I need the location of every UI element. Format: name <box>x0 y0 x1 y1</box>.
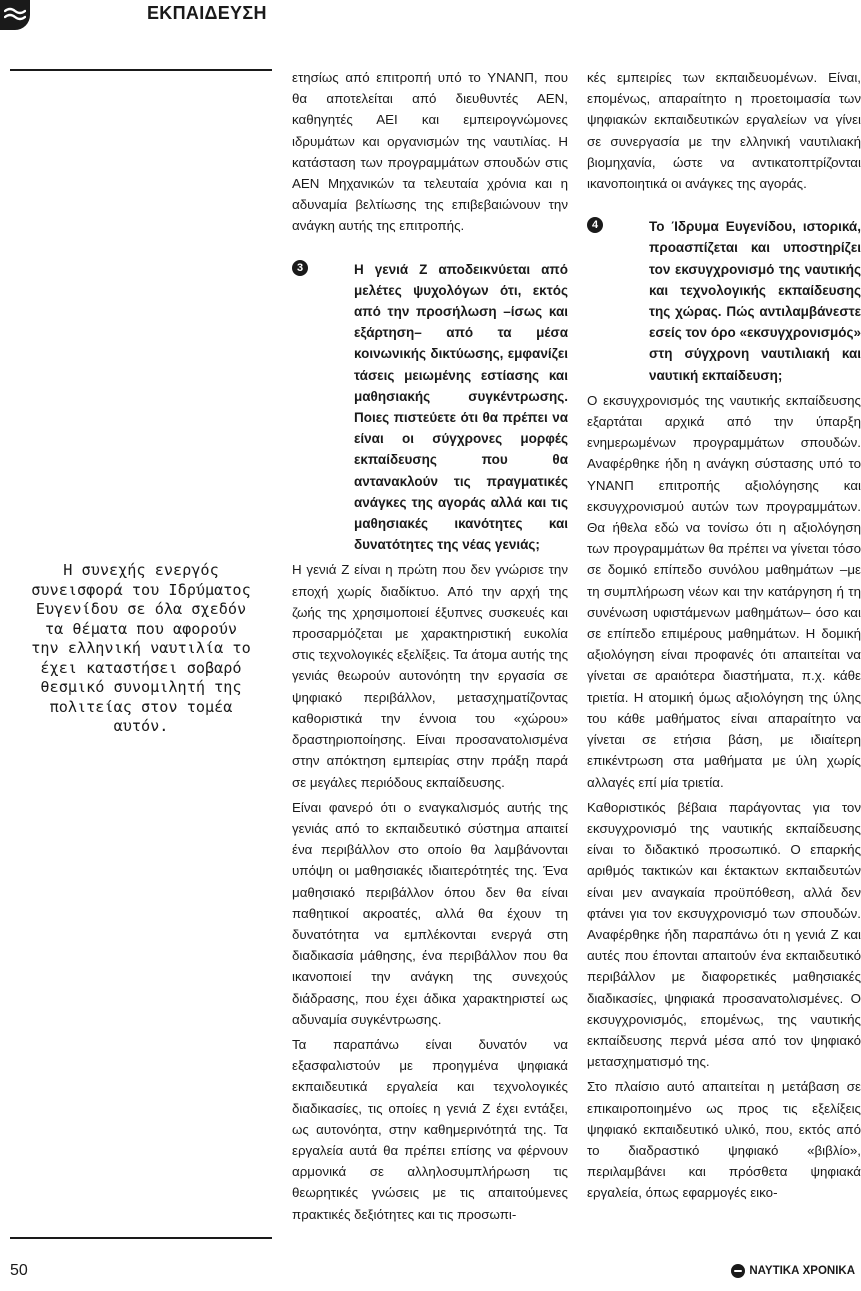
paragraph: Στο πλαίσιο αυτό απαιτείται η μετάβαση σε επικαιροποιημένο ως προς τις εξελίξεις ψηφιακό εκπαιδευτικό υλικό, που, εκτός από το διαδραστικό ψηφιακό «βιβλίο», περιλαμβάνει και πρόσθετα ψηφιακά εργαλεία, όπως εφαρμογές εικο- <box>587 1079 861 1201</box>
quote-top-rule <box>10 69 272 71</box>
pull-quote: Η συνεχής ενεργός συνεισφορά του Ιδρύματος Ευγενίδου σε όλα σχεδόν τα θέματα που αφορούν την ελληνική ναυτιλία το έχει καταστήσει σοβαρό θεσμικό συνομιλητή της πολιτείας στον τομέα αυτόν. <box>31 561 251 735</box>
article-column-3 <box>587 67 861 1208</box>
page-number: 50 <box>10 1262 28 1279</box>
wave-icon <box>4 6 26 24</box>
question-text: Το Ίδρυμα Ευγενίδου, ιστορικά, προασπίζεται και υποστηρίζει τον εκσυγχρονισμό της ναυτικής και τεχνολογικής εκπαίδευσης της χώρας. Πώς αντιλαμβάνεστε εσείς τον όρο «εκσυγχρονισμός» στη σύγχρονη ναυτιλιακή και ναυτική εκπαίδευση; <box>649 219 861 383</box>
nautika-xronika-logo-icon <box>0 0 30 30</box>
paragraph: Καθοριστικός βέβαια παράγοντας για τον εκσυγχρονισμό της ναυτικής εκπαίδευσης είναι το διδακτικό προσωπικό. Ο επαρκής αριθμός τακτικών και έκτακτων εκπαιδευτών είναι μεν αναγκαία προϋπόθεση, αλλά δεν φτάνει για τον εκσυγχρονισμό των σπουδών. Αναφέρθηκε ήδη παραπάνω ότι η γενιά Ζ και αυτές που έπονται απαιτούν ένα εκπαιδευτικό περιβάλλον με διαφορετικές μαθησιακές διαδικασίες, ψηφιακά προσανατολισμένες. Ο εκσυγχρονισμός, επομένως, της ναυτικής εκπαίδευσης περνά μέσα από τον ψηφιακό μετασχηματισμό της. <box>587 799 861 1070</box>
paragraph: κές εμπειρίες των εκπαιδευομένων. Είναι, επομένως, απαραίτητο η προετοιμασία των ψηφιακών εκπαιδευτικών εργαλείων να γίνει σε συνεργασία με την ελληνική ναυτιλιακή βιομηχανία, ώστε να αντικατοπτρίζονται ικανοποιητικά οι ανάγκες της αγοράς. <box>587 70 861 192</box>
question-3 <box>292 259 568 556</box>
paragraph: Ο εκσυγχρονισμός της ναυτικής εκπαίδευσης εξαρτάται αρχικά από την ύπαρξη ενημερωμένων προγραμμάτων σπουδών. Αναφέρθηκε ήδη η ανάγκη σύστασης υπό το ΥΝΑΝΠ επιτροπής αξιολόγησης και εκσυγχρονισμού αυτών των προγραμμάτων. Θα ήθελα εδώ να τονίσω ότι η αξιολόγηση των προγραμμάτων θα πρέπει να γίνεται τόσο σε δομικό επίπεδο συνόλου μαθημάτων –με τη συμπλήρωση νέων και την κατάργηση ή τη συνένωση υφιστάμενων μαθημάτων– όσο και σε επίπεδο επιμέρους μαθημάτων. Η δομική αξιολόγηση είναι προφανές ότι απαιτείται να γίνεται σε αραιότερα διαστήματα, π.χ. κάθε τριετία. Η ατομική όμως αξιολόγηση της ύλης του κάθε μαθήματος είναι απαραίτητο να γίνεται σε ετήσια βάση, με ιδιαίτερη επικέντρωση στα μαθήματα με ύλη χωρίς αλλαγές επί μία τριετία. <box>587 392 861 790</box>
question-number-badge: 4 <box>587 217 603 233</box>
footer-brand <box>731 1264 855 1278</box>
paragraph: Τα παραπάνω είναι δυνατόν να εξασφαλιστούν με προηγμένα ψηφιακά εκπαιδευτικά εργαλεία και τεχνολογικές διαδικασίες, τις οποίες η γενιά Ζ έχει εντάξει, ως αυτονόητα, στην καθημερινότητά της. Τα εργαλεία αυτά θα πρέπει επίσης να φέρνουν αρμονικά σε αλληλοσυμπλήρωση τις θεωρητικές γνώσεις με τις απαιτούμενες πρακτικές δεξιότητες και τις προσωπι- <box>292 1036 568 1222</box>
question-4 <box>587 216 861 386</box>
quote-bottom-rule <box>10 1237 272 1239</box>
paragraph: Η γενιά Ζ είναι η πρώτη που δεν γνώρισε την εποχή χωρίς διαδίκτυο. Από την αρχή της ζωής της χρησιμοποιεί έξυπνες συσκευές και προσαρμόζεται με χαρακτηριστική ευκολία στις τεχνολογικές εξελίξεις. Τα άτομα αυτής της γενιάς θεωρούν αυτονόητη την εργασία σε ψηφιακό περιβάλλον, μετασχηματίζοντας καθοριστικά την έννοια του «χώρου» δραστηριοποίησης. Είναι προσανατολισμένα στην απόκτηση εμπειρίας στην πράξη παρά σε μεγάλες περιόδους εκπαίδευσης. <box>292 562 568 790</box>
paragraph: Είναι φανερό ότι ο εναγκαλισμός αυτής της γενιάς από το εκπαιδευτικό σύστημα απαιτεί ένα περιβάλλον στο οποίο θα λαμβάνονται υπόψη οι μαθησιακές ιδιαιτερότητές της. Ένα μαθησιακό περιβάλλον όπου δεν θα είναι παθητικοί ακροατές, αλλά θα έχουν τη δυνατότητα να εμπλέκονται ενεργά στη διαδικασία μάθησης, ένα περιβάλλον που θα ικανοποιεί την ανάγκη της συνεχούς διάδρασης, που έχει άδικα χαρακτηριστεί ως αδυναμία συγκέντρωσης. <box>292 799 568 1027</box>
brand-name: ΝΑΥΤΙΚΑ ΧΡΟΝΙΚΑ <box>749 1265 855 1277</box>
question-text: Η γενιά Ζ αποδεικνύεται από μελέτες ψυχολόγων ότι, εκτός από την προσήλωση –ίσως και εξάρτηση– από τα μέσα κοινωνικής δικτύωσης, εμφανίζει τάσεις μειωμένης εστίασης και μαθησιακής συγκέντρωσης. Ποιες πιστεύετε ότι θα πρέπει να είναι οι σύγχρονες μορφές εκπαίδευσης που θα αντανακλούν τις πραγματικές ανάγκες της αγοράς αλλά και τις μαθησιακές ικανότητες και δυνατότητες της νέας γενιάς; <box>354 261 568 553</box>
article-column-2 <box>292 67 568 1229</box>
section-title: ΕΚΠΑΙΔΕΥΣΗ <box>147 3 267 23</box>
question-number-badge: 3 <box>292 260 308 276</box>
brand-logo-icon <box>731 1264 745 1278</box>
paragraph: ετησίως από επιτροπή υπό το ΥΝΑΝΠ, που θα αποτελείται από διευθυντές ΑΕΝ, καθηγητές ΑΕΙ και εμπειρογνώμονες ιδρυμάτων και οργανισμών της ναυτιλίας. Η κατάσταση των προγραμμάτων σπουδών στις ΑΕΝ Μηχανικών τα τελευταία χρόνια και η αδυναμία βελτίωσης της επιβεβαιώνουν την ανάγκη αυτής της επιτροπής. <box>292 70 568 234</box>
